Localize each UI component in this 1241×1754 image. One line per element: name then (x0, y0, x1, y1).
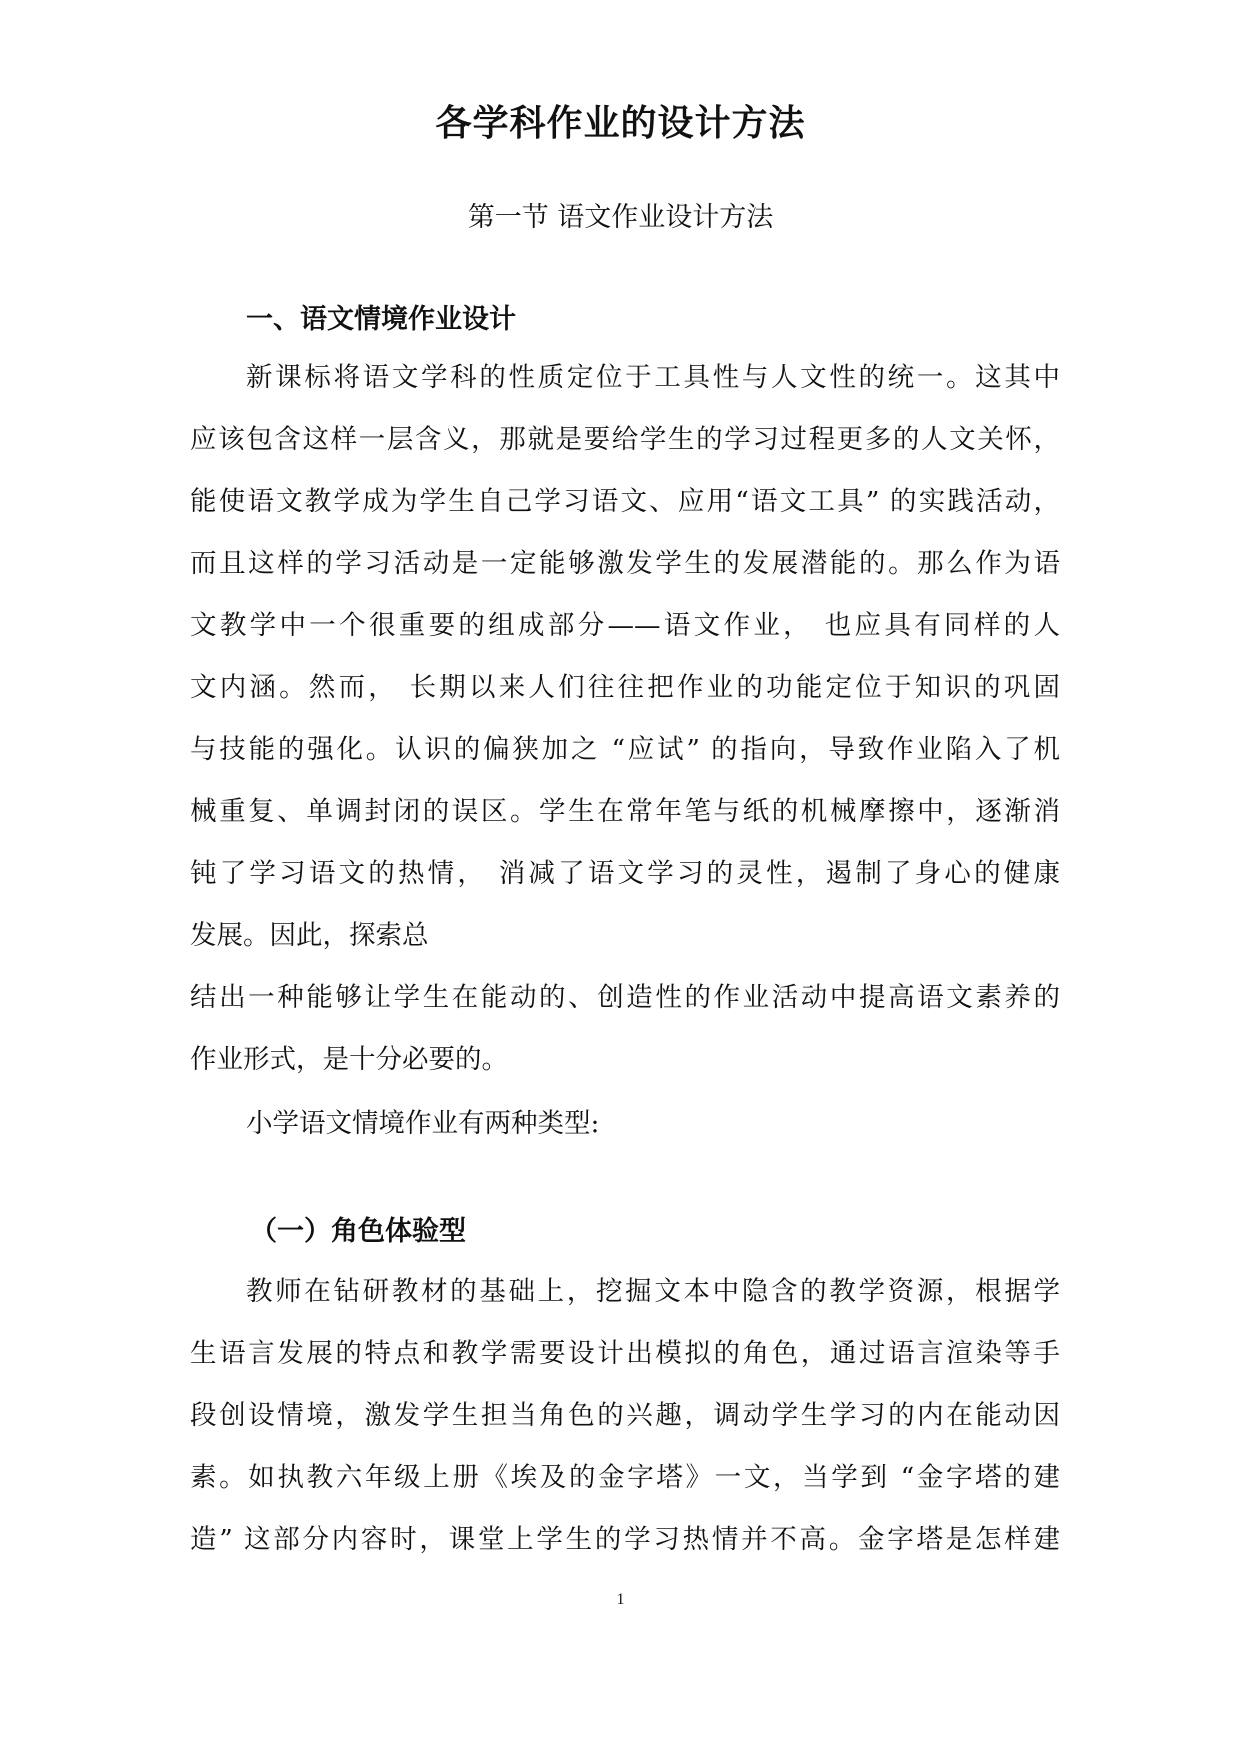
paragraph-line: 发展。因此，探索总 (190, 920, 429, 951)
paragraph-line: 教师在钻研教材的基础上，挖掘文本中隐含的教学资源，根据学 (246, 1276, 1060, 1307)
heading-role-experience: （一）角色体验型 (250, 1216, 466, 1247)
paragraph-line: 素。如执教六年级上册《埃及的金字塔》一文，当学到 “金字塔的建 (190, 1462, 1060, 1493)
paragraph-line: 生语言发展的特点和教学需要设计出模拟的角色，通过语言渲染等手 (190, 1338, 1060, 1369)
paragraph-line: 小学语文情境作业有两种类型: (246, 1108, 600, 1139)
paragraph-line: 结出一种能够让学生在能动的、创造性的作业活动中提高语文素养的 (190, 982, 1060, 1013)
paragraph-line: 能使语文教学成为学生自己学习语文、应用“语文工具” 的实践活动， (190, 486, 1060, 517)
paragraph-line: 作业形式，是十分必要的。 (190, 1044, 508, 1075)
document-title: 各学科作业的设计方法 (435, 103, 806, 144)
paragraph-line: 应该包含这样一层含义，那就是要给学生的学习过程更多的人文关怀， (190, 424, 1060, 455)
heading-situational-homework: 一、语文情境作业设计 (246, 304, 516, 335)
section-title: 第一节 语文作业设计方法 (467, 202, 774, 233)
paragraph-line: 文教学中一个很重要的组成部分——语文作业， 也应具有同样的人 (190, 610, 1060, 641)
paragraph-line: 而且这样的学习活动是一定能够激发学生的发展潜能的。那么作为语 (190, 548, 1060, 579)
paragraph-line: 造” 这部分内容时，课堂上学生的学习热情并不高。金字塔是怎样建 (190, 1524, 1060, 1555)
paragraph-line: 文内涵。然而， 长期以来人们往往把作业的功能定位于知识的巩固 (190, 672, 1060, 703)
paragraph-line: 械重复、单调封闭的误区。学生在常年笔与纸的机械摩擦中，逐渐消 (190, 796, 1060, 827)
paragraph-line: 与技能的强化。认识的偏狭加之 “应试” 的指向，导致作业陷入了机 (190, 734, 1060, 765)
paragraph-line: 段创设情境，激发学生担当角色的兴趣，调动学生学习的内在能动因 (190, 1400, 1060, 1431)
paragraph-line: 新课标将语文学科的性质定位于工具性与人文性的统一。这其中 (246, 362, 1060, 393)
paragraph-line: 钝了学习语文的热情， 消减了语文学习的灵性，遏制了身心的健康 (190, 858, 1060, 889)
page-number: 1 (616, 1591, 625, 1608)
